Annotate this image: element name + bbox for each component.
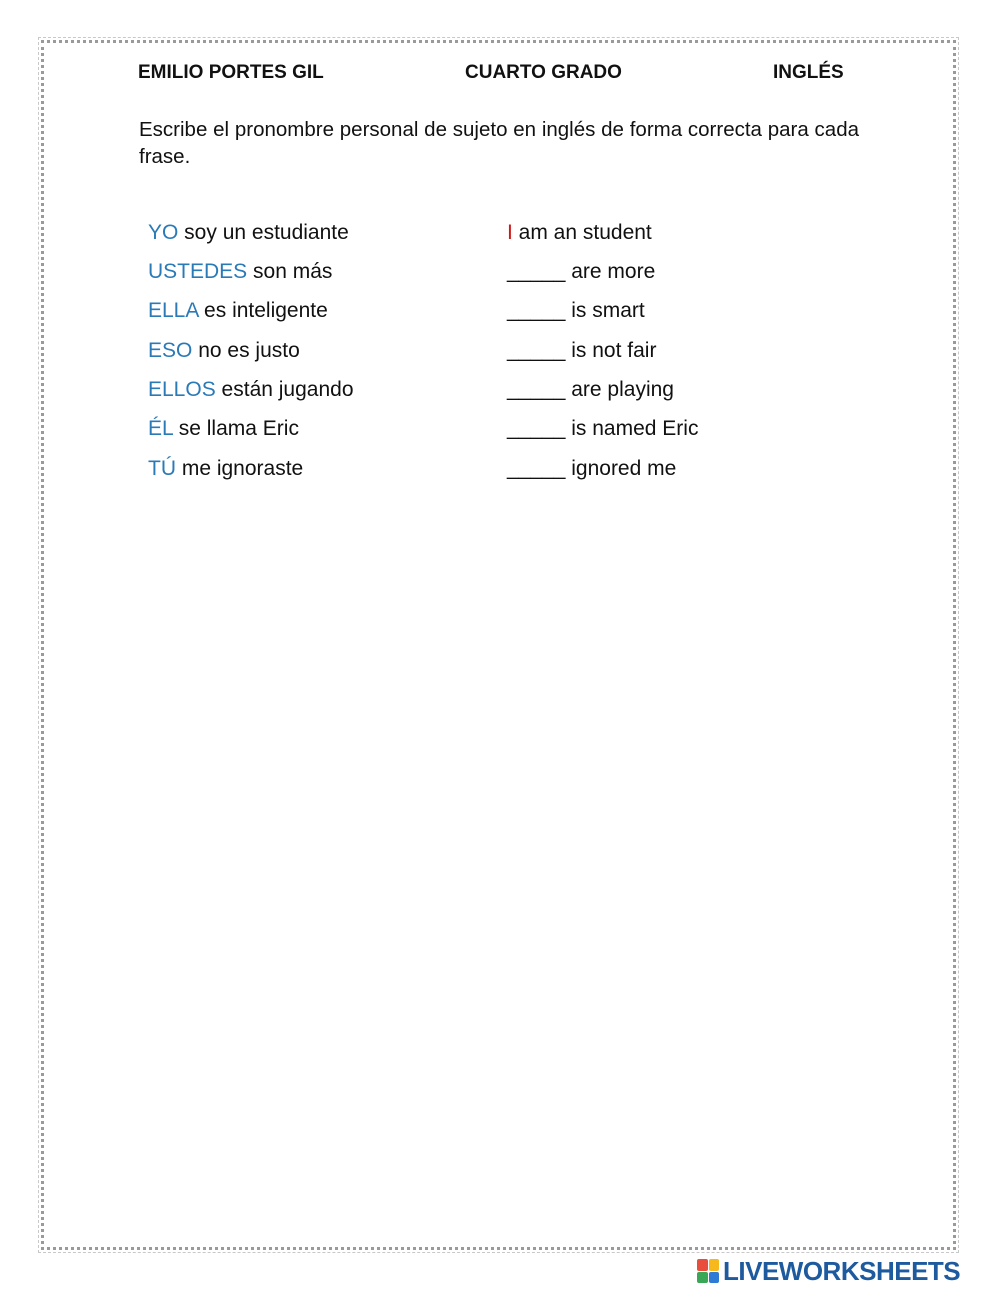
english-sentence xyxy=(507,457,676,481)
spanish-rest: están jugando xyxy=(215,378,354,401)
english-sentence xyxy=(507,417,698,441)
logo-square-red xyxy=(697,1259,708,1271)
example-answer: I xyxy=(507,221,513,244)
english-sentence xyxy=(507,221,652,245)
english-sentence xyxy=(507,299,645,323)
spanish-rest: se llama Eric xyxy=(172,417,299,440)
english-sentence xyxy=(507,378,674,402)
exercise-row xyxy=(0,457,1000,487)
spanish-rest: son más xyxy=(247,260,333,283)
exercise-row xyxy=(0,260,1000,290)
answer-blank[interactable]: _____ xyxy=(507,260,566,283)
exercise-row xyxy=(0,378,1000,408)
english-rest: is named Eric xyxy=(565,417,699,440)
header-subject: INGLÉS xyxy=(773,62,844,83)
spanish-sentence xyxy=(148,221,349,245)
spanish-pronoun: TÚ xyxy=(148,457,176,480)
english-rest: are playing xyxy=(565,378,674,401)
logo-square-yellow xyxy=(709,1259,720,1271)
exercise-row xyxy=(0,339,1000,369)
spanish-rest: no es justo xyxy=(192,339,300,362)
spanish-rest: soy un estudiante xyxy=(178,221,349,244)
answer-blank[interactable]: _____ xyxy=(507,339,566,362)
liveworksheets-logo[interactable] xyxy=(697,1257,960,1285)
spanish-sentence xyxy=(148,339,300,363)
english-sentence xyxy=(507,260,655,284)
exercise-row xyxy=(0,299,1000,329)
spanish-pronoun: ÉL xyxy=(148,417,173,440)
english-rest: is smart xyxy=(565,299,645,322)
english-rest: am an student xyxy=(512,221,652,244)
exercise-row xyxy=(0,417,1000,447)
spanish-sentence xyxy=(148,457,303,481)
spanish-pronoun: ESO xyxy=(148,339,193,362)
exercise-row xyxy=(0,221,1000,251)
liveworksheets-logo-icon xyxy=(697,1259,719,1283)
spanish-rest: es inteligente xyxy=(198,299,328,322)
header-school: EMILIO PORTES GIL xyxy=(138,62,324,83)
header-grade: CUARTO GRADO xyxy=(465,62,622,83)
spanish-sentence xyxy=(148,417,299,441)
spanish-sentence xyxy=(148,260,332,284)
spanish-pronoun: ELLA xyxy=(148,299,199,322)
spanish-pronoun: USTEDES xyxy=(148,260,248,283)
answer-blank[interactable]: _____ xyxy=(507,417,566,440)
english-rest: are more xyxy=(565,260,656,283)
spanish-pronoun: ELLOS xyxy=(148,378,216,401)
logo-text: LIVEWORKSHEETS xyxy=(723,1255,961,1286)
spanish-sentence xyxy=(148,378,354,402)
answer-blank[interactable]: _____ xyxy=(507,378,566,401)
answer-blank[interactable]: _____ xyxy=(507,299,566,322)
answer-blank[interactable]: _____ xyxy=(507,457,566,480)
english-rest: ignored me xyxy=(565,457,677,480)
logo-square-blue xyxy=(709,1272,720,1284)
spanish-sentence xyxy=(148,299,328,323)
spanish-pronoun: YO xyxy=(148,221,179,244)
instructions: Escribe el pronombre personal de sujeto en inglés de forma correcta para cada frase. xyxy=(139,118,859,168)
english-sentence xyxy=(507,339,656,363)
logo-square-green xyxy=(697,1272,708,1284)
english-rest: is not fair xyxy=(565,339,657,362)
spanish-rest: me ignoraste xyxy=(176,457,304,480)
